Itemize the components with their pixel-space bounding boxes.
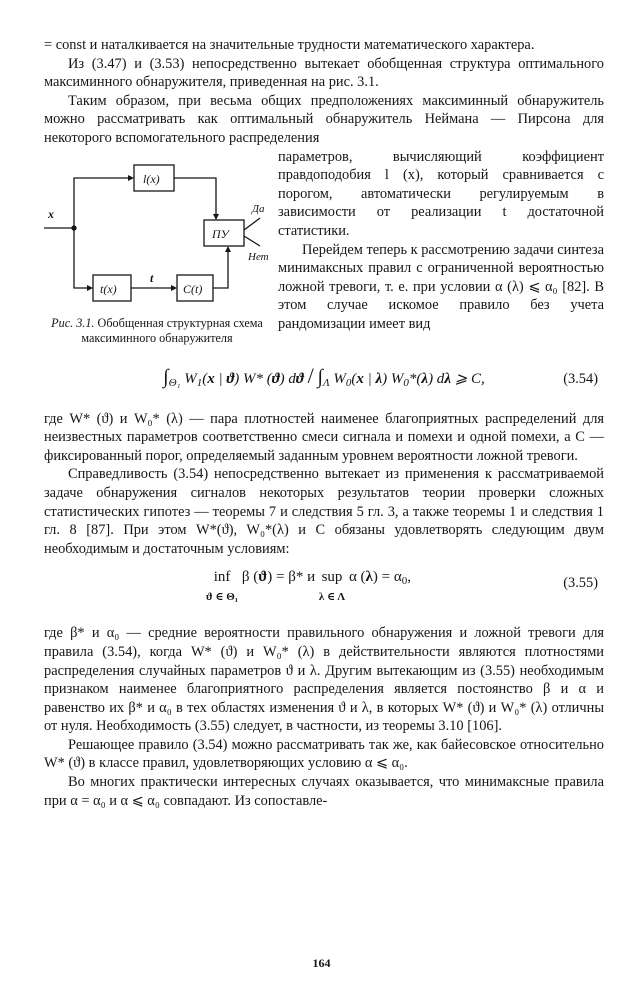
eq354-lambda-sub: Λ xyxy=(322,376,330,389)
wire-lx-to-pu xyxy=(174,178,216,214)
paragraph-0: = const и наталкивается на значительные трудности математического характера. xyxy=(44,37,535,53)
block-ct-label: C(t) xyxy=(183,281,203,296)
figure-3-1 xyxy=(44,156,270,346)
arrow-pu-bottom xyxy=(225,246,231,252)
figure-caption-label: Рис. 3.1. xyxy=(51,315,95,330)
equation-3-55 xyxy=(44,568,604,614)
page-number: 164 xyxy=(312,956,331,970)
arrow-lx xyxy=(128,175,134,181)
paragraph-1: Из (3.47) и (3.53) непосредственно вытекает обобщенная структура оптимального максиминного обнаружителя, приведенная на рис. 3.1. xyxy=(44,55,604,91)
output-yes-line xyxy=(244,218,260,230)
arrow-tx xyxy=(87,285,93,291)
eq354-theta-sub: Θ₁ xyxy=(168,376,181,389)
eq355-inf: inf xyxy=(213,569,231,586)
figure-caption-text: Обобщенная структурная схема максиминного обнаружителя xyxy=(81,315,263,345)
equation-3-54-number: (3.54) xyxy=(563,370,598,387)
output-yes-label: Да xyxy=(252,202,265,215)
paragraph-7: Решающее правило (3.54) можно рассматривать так же, как байесовское относительно W* (ϑ) в классе правил, удовлетворяющих условию α ⩽ α₀. xyxy=(44,736,604,772)
wire-t-label: t xyxy=(150,270,154,285)
paragraph-5: Справедливость (3.54) непосредственно вытекает из применения к рассматриваемой задаче обнаружения сигналов некоторых результатов теории проверки сложных статистических гипотез — теоремы 7 и следствия 5 гл. 3, а также теоремы 1 и следствия 1 гл. 8 [87]. При этом W*(ϑ), W₀*(λ) и C обязаны удовлетворять следующим двум необходимым и достаточным условиям: xyxy=(44,466,604,557)
wire-to-lx xyxy=(74,178,128,228)
paragraph-4: где W* (ϑ) и W₀* (λ) — пара плотностей наименее благоприятных распределений для неизвестных параметров соответственно смеси сигнала и помехи и одной помехи, а C — фиксированный порог, определяемый заданным уровнем вероятности ложной тревоги. xyxy=(44,410,604,464)
eq355-inf-sub: ϑ ∈ Θ₁ xyxy=(206,590,239,603)
paragraph-3: Перейдем теперь к рассмотрению задачи синтеза минимаксных правил с ограниченной вероятностью ложной тревоги, т. е. при условии α (λ) ⩽ α₀ [82]. В этом случае искомое правило без учета рандомизации имеет вид xyxy=(278,241,604,332)
block-tx-label: t(x) xyxy=(100,281,117,296)
arrow-ct xyxy=(171,285,177,291)
paragraph-6: где β* и α₀ — средние вероятности правильного обнаружения и ложной тревоги для правила (3.54), когда W* (ϑ) и W₀* (λ) в действительности являются плотностями распределения случайных параметров ϑ и λ. Другим вытекающим из (3.55) необходимым признаком наименее благоприятного распределения является постоянство β и α и равенство их β* и α₀ в тех областях изменения ϑ и λ, в которых W* (ϑ) и W₀* (λ) отличны от нуля. Необходимость (3.55) следует, в частности, из теоремы 3.10 [106]. xyxy=(44,625,604,735)
block-pu-label: ПУ xyxy=(212,226,229,241)
figure-caption xyxy=(44,316,270,346)
equation-3-54-body: $\int_{\Theta_1}$ $W_1(x$ | ϑ) W* (ϑ) dϑ / $\int_\Lambda$ $W_0(x$ | λ) $W_0*(\lambda)$ dλ ⩾ C, xyxy=(163,362,485,389)
output-no-label: Нет xyxy=(248,250,269,263)
equation-3-55-body: inf ϑ ∈ Θ₁ β (ϑ) = β* и sup λ ∈ Λ α $(\lambda) = \alpha_0$, xyxy=(206,569,411,603)
eq355-sup-sub: λ ∈ Λ xyxy=(318,590,346,603)
output-no-line xyxy=(244,236,260,246)
input-label: x xyxy=(48,206,54,221)
wire-ct-to-pu xyxy=(213,252,228,288)
page-body xyxy=(44,36,604,810)
paragraph-2-top: Таким образом, при весьма общих предположениях максиминный обнаружитель можно рассматривать как оптимальный обнаружитель Неймана — Пирсона для некоторого вспомогательного распределения xyxy=(44,92,604,146)
arrow-pu-top xyxy=(213,214,219,220)
wire-to-tx xyxy=(74,228,87,288)
block-diagram xyxy=(44,156,270,314)
block-lx-label: l(x) xyxy=(143,171,160,186)
paragraph-8: Во многих практически интересных случаях оказывается, что минимаксные правила при α = α₀ и α ⩽ α₀ совпадают. Из сопоставле- xyxy=(44,774,604,809)
equation-3-55-number: (3.55) xyxy=(563,575,598,592)
paragraph-2-side: параметров, вычисляющий коэффициент правдоподобия l (x), который сравнивается с порогом, автоматически регулируемым в зависимости от реализации t достаточной статистики. xyxy=(278,148,604,239)
equation-3-54 xyxy=(44,362,604,398)
